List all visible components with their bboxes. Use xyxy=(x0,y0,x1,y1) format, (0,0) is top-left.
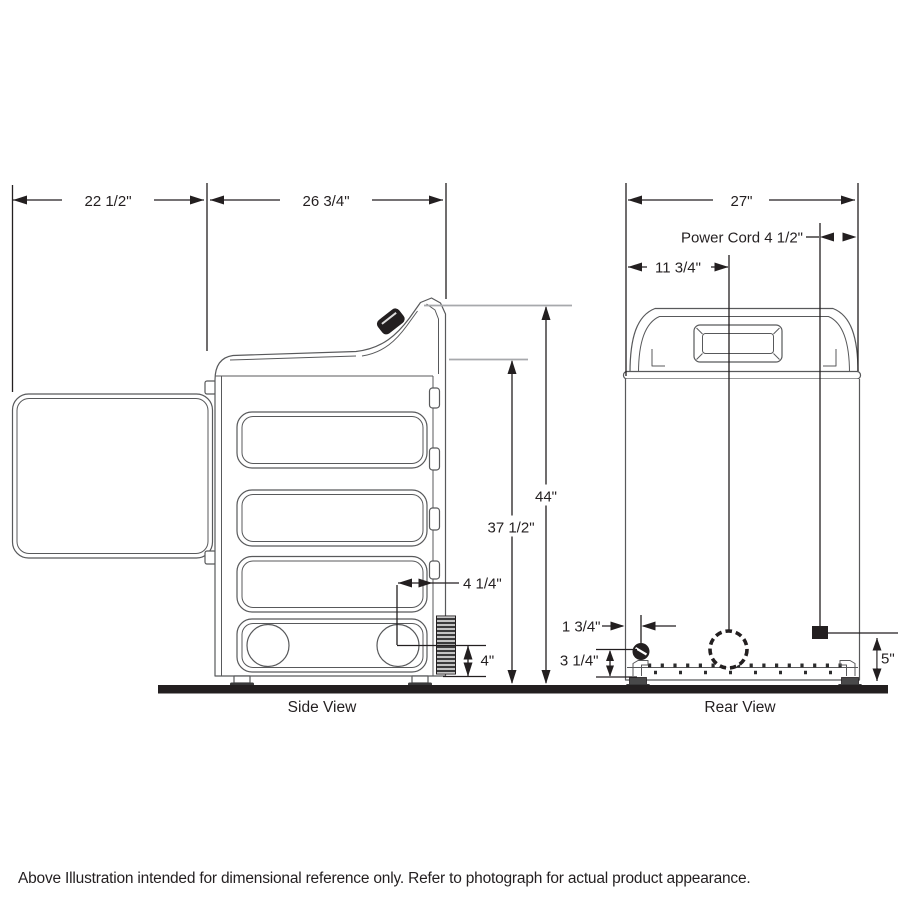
power-cord-exit-block xyxy=(812,626,828,639)
dim-label-door-open-depth: 22 1/2" xyxy=(84,193,132,210)
side-view-machine xyxy=(13,298,456,687)
dim-label-deck-height: 37 1/2" xyxy=(487,519,535,537)
side-view-feet xyxy=(230,676,432,687)
door-hinge-top xyxy=(205,381,216,394)
dim-label-total-height: 44" xyxy=(534,488,558,506)
side-view-caption: Side View xyxy=(287,699,357,716)
disclaimer-text: Above Illustration intended for dimensional reference only. Refer to photograph for actual product appearance. xyxy=(18,870,751,887)
reference-ticks xyxy=(424,306,572,360)
dim-label-exhaust-offset-rear: 4 1/4" xyxy=(463,575,502,593)
exhaust-port-circle xyxy=(710,631,747,668)
floor-line xyxy=(158,685,888,694)
rear-view-caption: Rear View xyxy=(704,699,776,716)
rear-console-lid xyxy=(630,309,858,374)
dim-label-inlet-height: 3 1/4" xyxy=(559,652,599,670)
dim-label-cabinet-depth: 26 3/4" xyxy=(302,193,350,210)
dim-label-cord-height: 5" xyxy=(881,650,895,668)
dryer-open-door xyxy=(13,381,217,564)
dim-label-exhaust-offset-side: 11 3/4" xyxy=(655,259,701,277)
dim-label-power-cord: Power Cord 4 1/2" xyxy=(680,229,803,247)
dim-label-exhaust-height: 4" xyxy=(480,652,495,670)
rear-shoulder-band xyxy=(624,372,861,380)
rear-view-machine xyxy=(624,309,863,689)
dim-label-cabinet-width: 27" xyxy=(730,193,753,210)
water-inlet-fitting xyxy=(633,643,650,660)
door-hinge-bottom xyxy=(205,551,216,564)
dim-label-inlet-offset: 1 3/4" xyxy=(561,618,601,636)
